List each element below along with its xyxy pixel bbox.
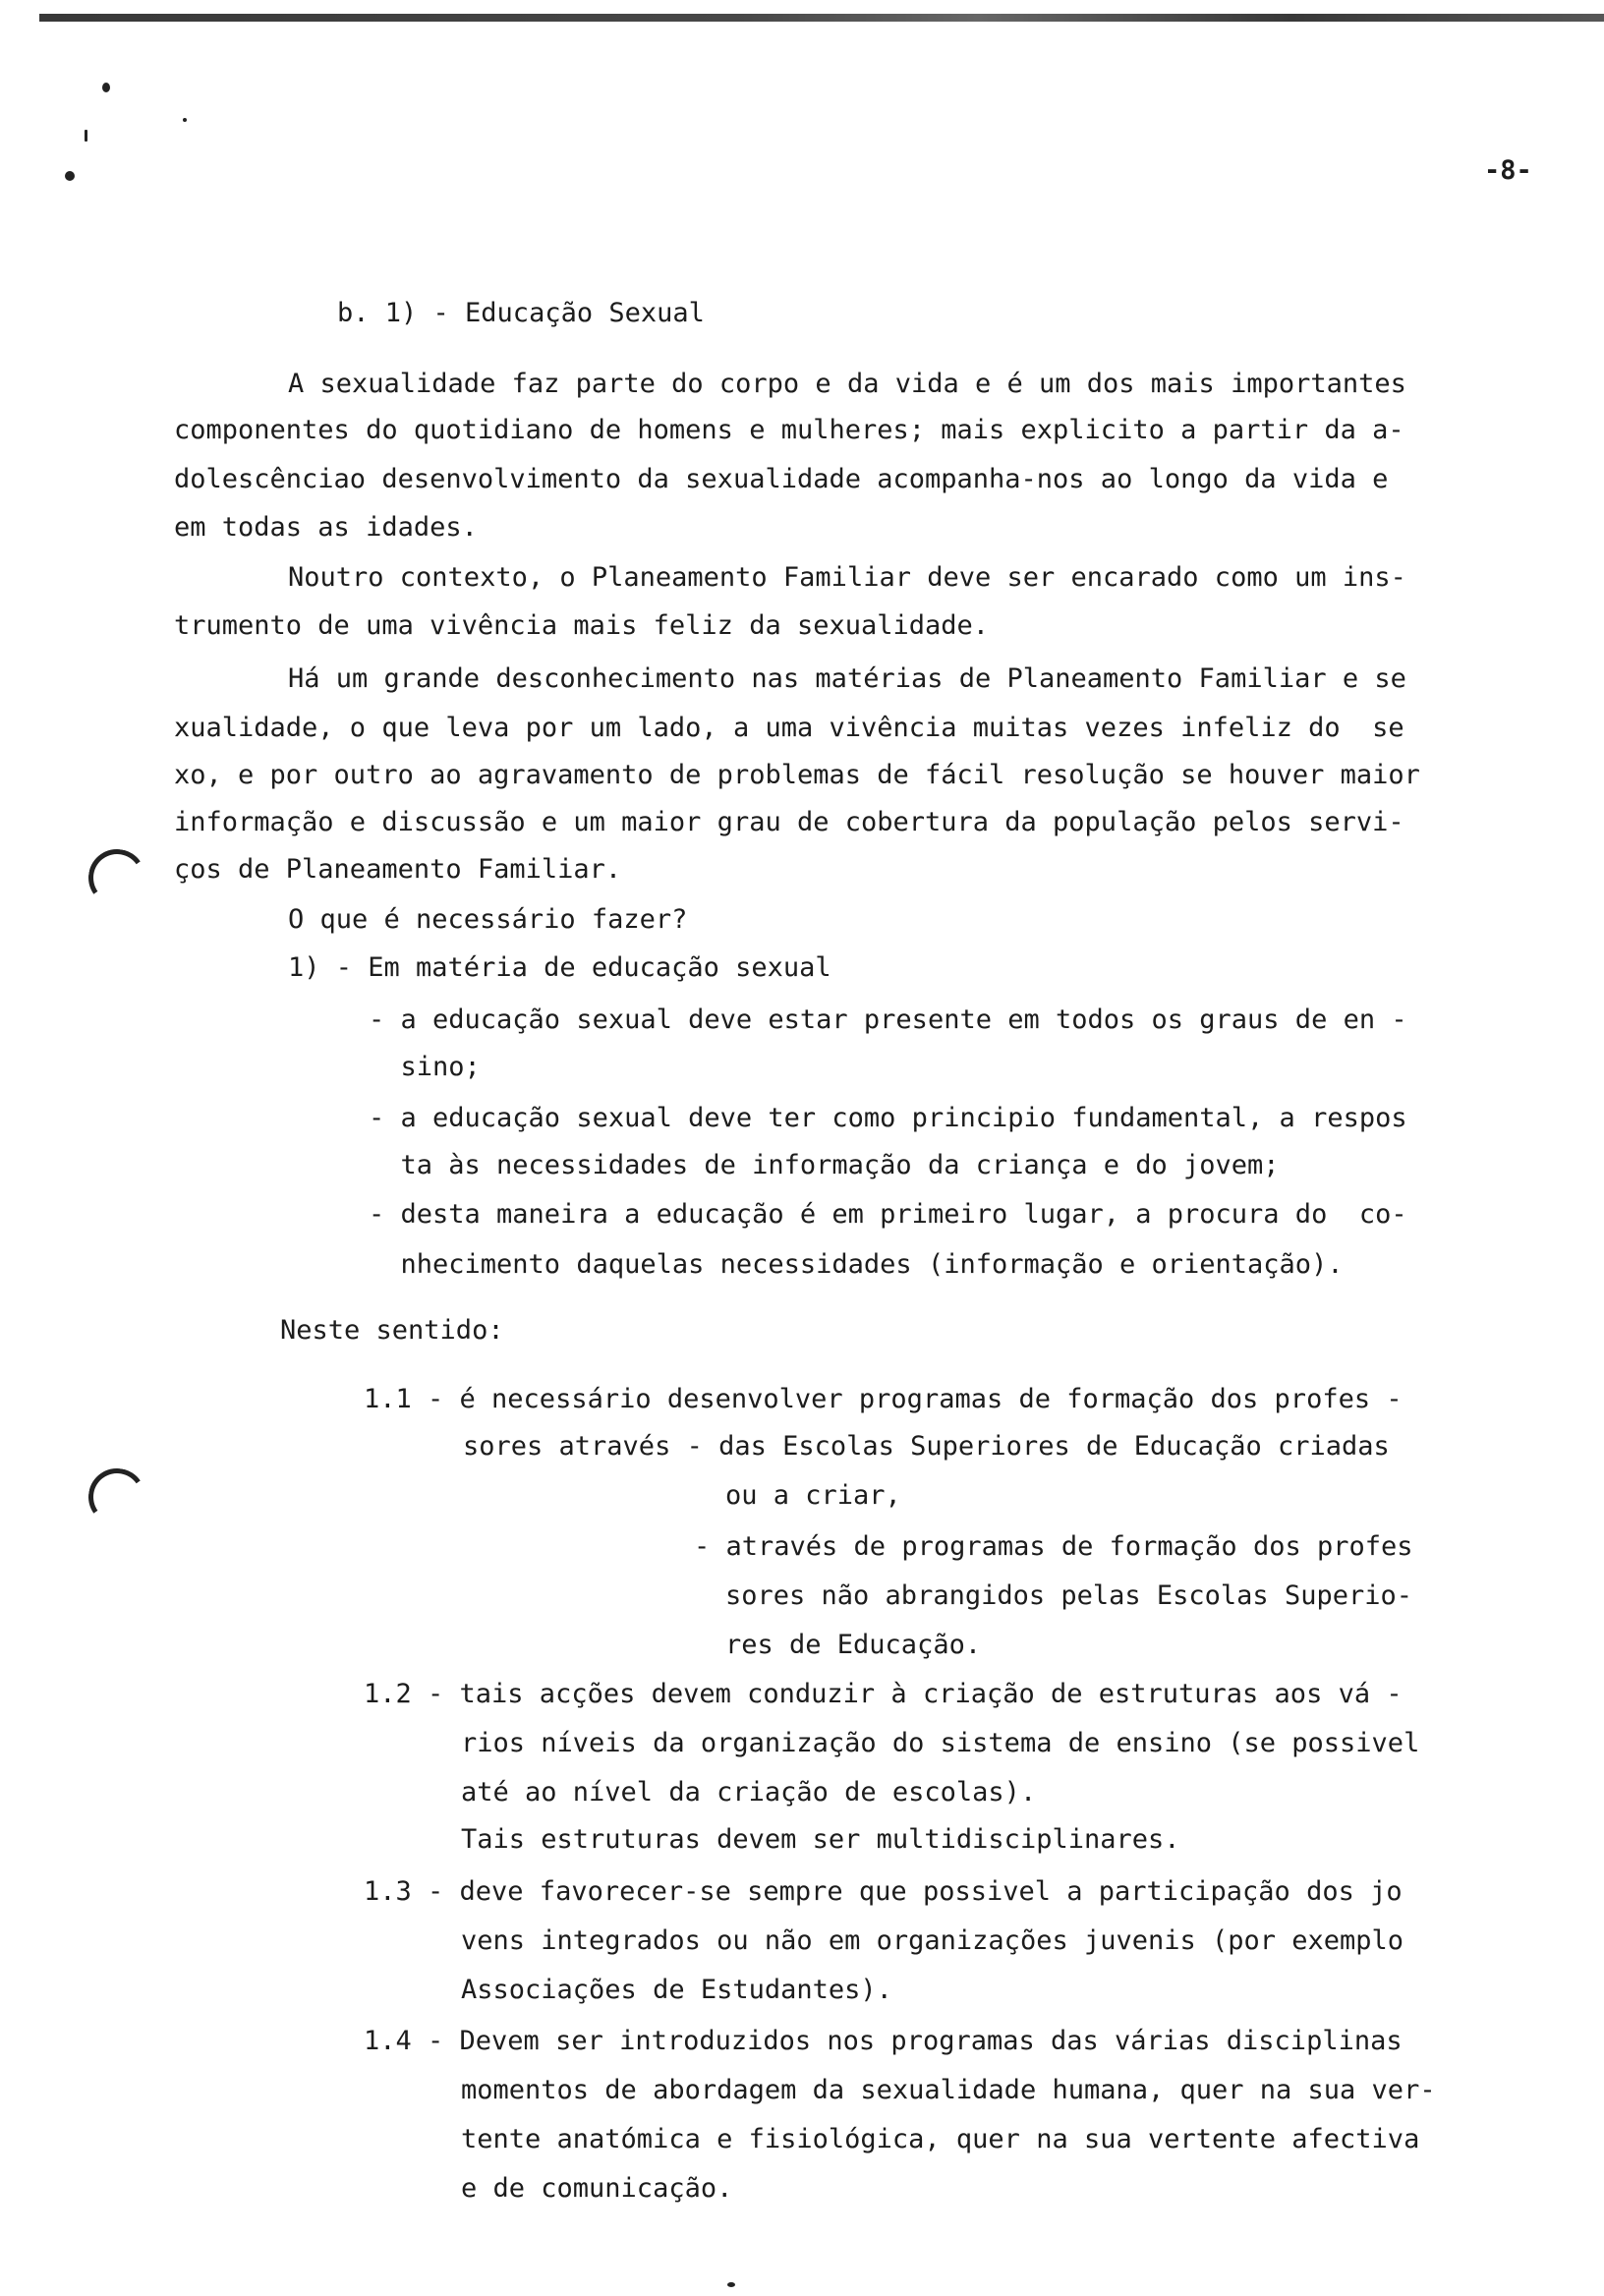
- page-number: -8-: [1484, 155, 1532, 186]
- scan-speck: [65, 171, 75, 181]
- sub-item-line: 1.1 - é necessário desenvolver programas de formação dos profes -: [364, 1384, 1403, 1414]
- sub-item-line: vens integrados ou não em organizações juvenis (por exemplo: [461, 1925, 1404, 1956]
- sub-item-line: ou a criar,: [725, 1480, 901, 1511]
- sub-item-line: momentos de abordagem da sexualidade humana, quer na sua ver-: [461, 2075, 1436, 2105]
- sub-item-line: tente anatómica e fisiológica, quer na sua vertente afectiva: [461, 2124, 1420, 2154]
- paragraph-line: Há um grande desconhecimento nas matérias de Planeamento Familiar e se: [288, 663, 1406, 694]
- sub-item-line: 1.3 - deve favorecer-se sempre que possivel a participação dos jo: [364, 1876, 1403, 1907]
- bullet-line: - a educação sexual deve estar presente em todos os graus de en -: [369, 1004, 1407, 1035]
- sub-item-line: res de Educação.: [725, 1630, 982, 1660]
- section-heading: b. 1) - Educação Sexual: [337, 298, 705, 328]
- scan-speck: [85, 130, 87, 142]
- bullet-line: - a educação sexual deve ter como principio fundamental, a respos: [369, 1103, 1407, 1133]
- scan-speck: [183, 118, 187, 122]
- sub-item-line: 1.2 - tais acções devem conduzir à criação de estruturas aos vá -: [364, 1679, 1403, 1709]
- sub-item-line: - através de programas de formação dos profes: [694, 1531, 1413, 1562]
- paragraph-line: xo, e por outro ao agravamento de problemas de fácil resolução se houver maior: [174, 760, 1420, 790]
- bullet-line: nhecimento daquelas necessidades (informação e orientação).: [369, 1249, 1344, 1280]
- paragraph-line: em todas as idades.: [174, 512, 478, 543]
- paragraph-line: ços de Planeamento Familiar.: [174, 854, 622, 885]
- sub-item-line: Associações de Estudantes).: [461, 1975, 892, 2005]
- question: O que é necessário fazer?: [288, 904, 688, 935]
- sub-item-line: 1.4 - Devem ser introduzidos nos programas das várias disciplinas: [364, 2026, 1403, 2056]
- scan-top-edge: [39, 14, 1604, 22]
- sub-item-line: rios níveis da organização do sistema de ensino (se possivel: [461, 1728, 1420, 1758]
- paragraph-line: A sexualidade faz parte do corpo e da vida e é um dos mais importantes: [288, 369, 1406, 399]
- paragraph-line: informação e discussão e um maior grau de cobertura da população pelos servi-: [174, 807, 1404, 837]
- paragraph-line: Noutro contexto, o Planeamento Familiar deve ser encarado como um ins-: [288, 562, 1406, 593]
- paragraph-line: componentes do quotidiano de homens e mulheres; mais explicito a partir da a-: [174, 415, 1404, 445]
- bullet-line: ta às necessidades de informação da criança e do jovem;: [369, 1150, 1280, 1180]
- scan-speck: [102, 83, 110, 92]
- sub-item-line: Tais estruturas devem ser multidisciplinares.: [461, 1824, 1180, 1855]
- section-intro: Neste sentido:: [280, 1315, 504, 1346]
- sub-item-line: e de comunicação.: [461, 2173, 733, 2204]
- item-title: 1) - Em matéria de educação sexual: [288, 952, 831, 983]
- paragraph-line: xualidade, o que leva por um lado, a uma vivência muitas vezes infeliz do se: [174, 713, 1404, 743]
- sub-item-line: sores através - das Escolas Superiores de Educação criadas: [463, 1431, 1390, 1462]
- paragraph-line: trumento de uma vivência mais feliz da sexualidade.: [174, 610, 990, 641]
- sub-item-line: sores não abrangidos pelas Escolas Superio-: [725, 1580, 1412, 1611]
- bullet-line: sino;: [369, 1052, 481, 1082]
- scan-speck: [727, 2282, 735, 2287]
- punch-hole-mark: [84, 1464, 149, 1529]
- punch-hole-mark: [84, 844, 149, 910]
- paragraph-line: dolescênciao desenvolvimento da sexualidade acompanha-nos ao longo da vida e: [174, 464, 1389, 494]
- bullet-line: - desta maneira a educação é em primeiro lugar, a procura do co-: [369, 1199, 1407, 1230]
- sub-item-line: até ao nível da criação de escolas).: [461, 1777, 1037, 1808]
